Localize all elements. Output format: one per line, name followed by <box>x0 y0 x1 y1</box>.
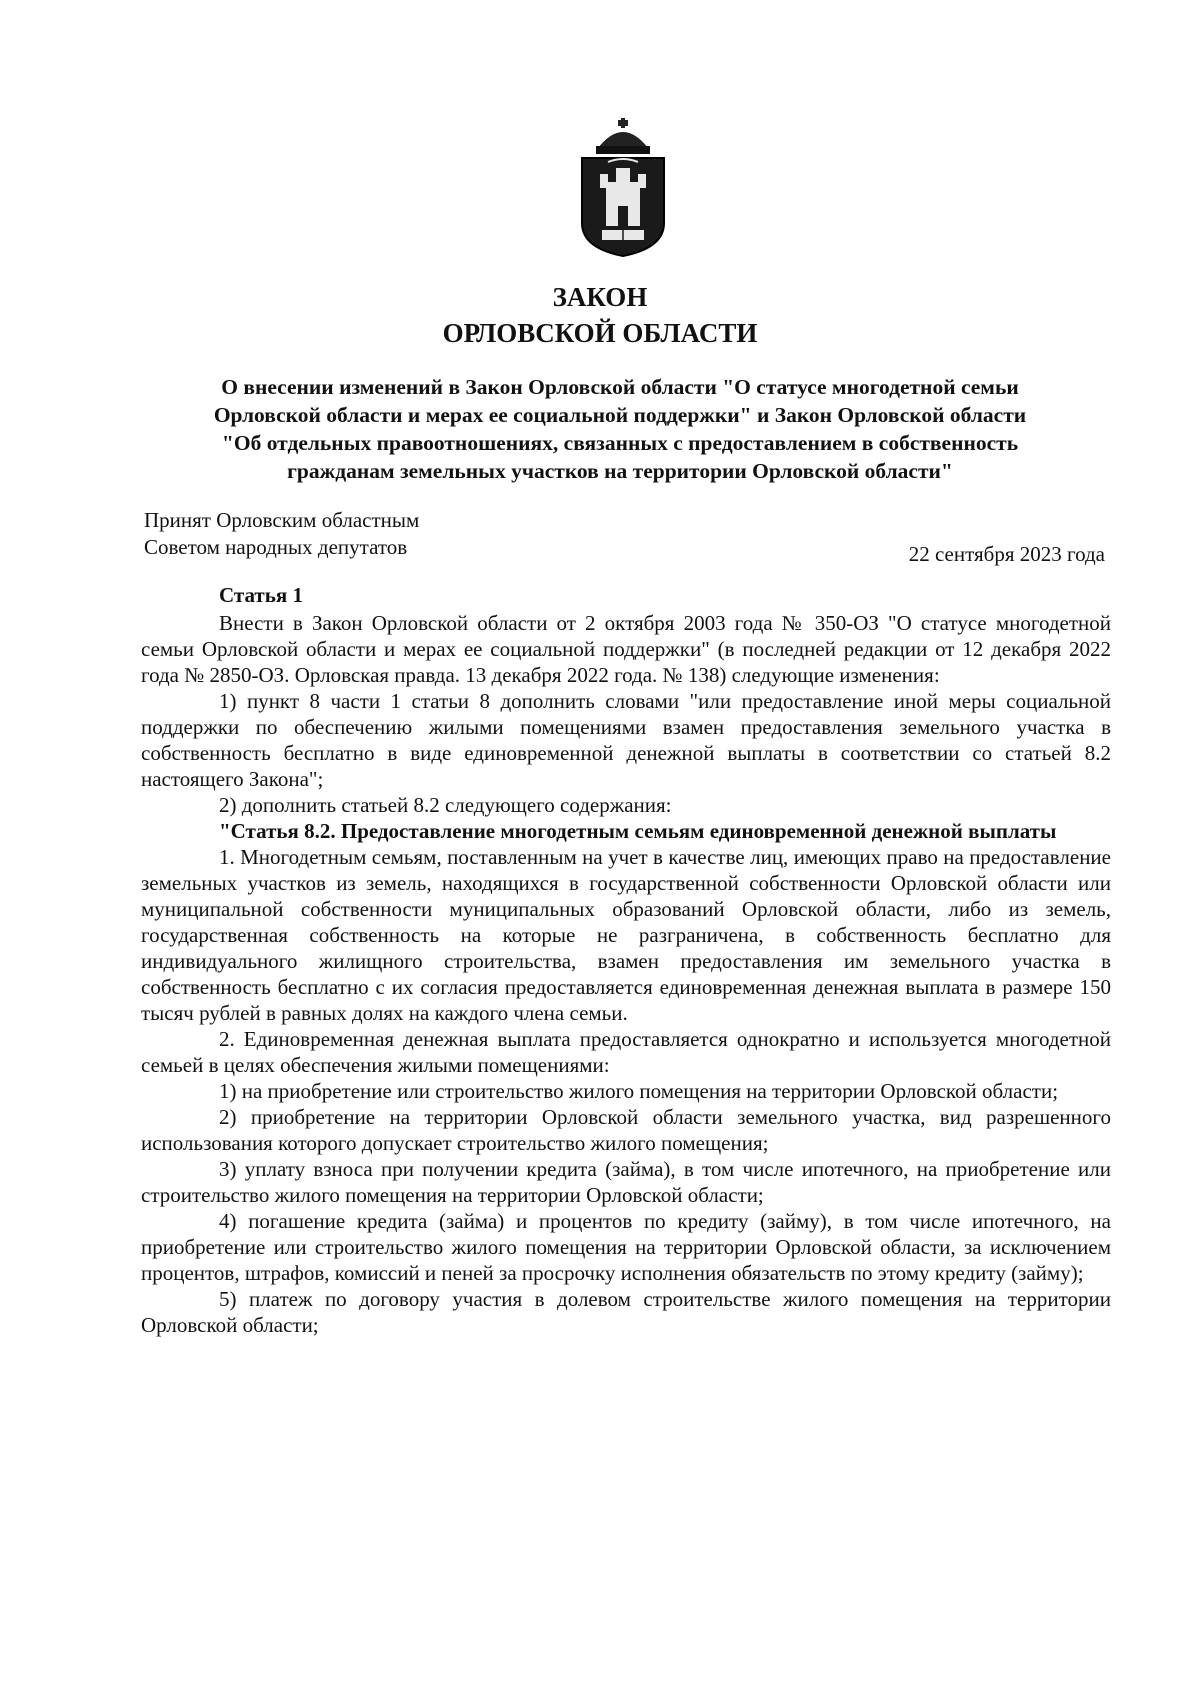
article-part: 2. Единовременная денежная выплата предоставляется однократно и используется многодетной семьей в целях обеспечения жилыми помещениями: <box>141 1027 1111 1077</box>
law-title-line1: ЗАКОН <box>552 282 648 312</box>
adoption-line2: Советом народных депутатов <box>144 535 408 559</box>
amendment-item: 1) пункт 8 части 1 статьи 8 дополнить словами "или предоставление иной меры социальной поддержки по обеспечению жилыми помещениями взамен предоставления земельного участка в собственность бесплатно в виде единовременной денежной выплаты в соответствии со статьей 8.2 настоящего Закона"; <box>141 689 1111 791</box>
list-item: 1) на приобретение или строительство жилого помещения на территории Орловской области; <box>219 1079 1059 1103</box>
subtitle-line: Орловской области и мерах ее социальной поддержки" и Закон Орловской области <box>213 403 1027 427</box>
law-title-line2: ОРЛОВСКОЙ ОБЛАСТИ <box>442 318 758 348</box>
list-item: 2) приобретение на территории Орловской области земельного участка, вид разрешенного использования которого допускает строительство жилого помещения; <box>141 1105 1111 1155</box>
article-heading: Статья 1 <box>219 583 303 607</box>
list-item: 4) погашение кредита (займа) и процентов по кредиту (займу), в том числе ипотечного, на приобретение или строительство жилого помещения на территории Орловской области, за исключением процентов, штрафов, комиссий и пеней за просрочку исполнения обязательств по этому кредиту (займу); <box>141 1209 1111 1285</box>
subtitle-line: О внесении изменений в Закон Орловской области "О статусе многодетной семьи <box>221 375 1019 399</box>
article-part: 1. Многодетным семьям, поставленным на учет в качестве лиц, имеющих право на предоставление земельных участков из земель, находящихся в государственной собственности Орловской области или муниципальной собственности муниципальных образований Орловской области, либо из земель, государственная собственность на которые не разграничена, в собственность бесплатно для индивидуального жилищного строительства, взамен предоставления им земельного участка в собственность бесплатно с их согласия предоставляется единовременная денежная выплата в размере 150 тысяч рублей в равных долях на каждого члена семьи. <box>141 845 1111 1025</box>
list-item: 3) уплату взноса при получении кредита (займа), в том числе ипотечного, на приобретение или строительство жилого помещения на территории Орловской области; <box>141 1157 1111 1207</box>
subtitle-line: "Об отдельных правоотношениях, связанных с предоставлением в собственность <box>221 431 1019 455</box>
law-subtitle <box>150 373 1090 485</box>
adoption-date: 22 сентября 2023 года <box>908 542 1105 566</box>
new-article-heading: "Статья 8.2. Предоставление многодетным семьям единовременной денежной выплаты <box>219 819 1057 843</box>
amendment-item: 2) дополнить статьей 8.2 следующего содержания: <box>219 793 672 817</box>
subtitle-line: гражданам земельных участков на территории Орловской области" <box>287 459 953 483</box>
article-body <box>141 582 1111 1338</box>
list-item: 5) платеж по договору участия в долевом строительстве жилого помещения на территории Орловской области; <box>141 1287 1111 1337</box>
adoption-line1: Принят Орловским областным <box>144 508 420 532</box>
adoption-block <box>144 507 419 561</box>
orel-oblast-coat-of-arms-icon <box>568 118 678 258</box>
article-intro: Внести в Закон Орловской области от 2 октября 2003 года № 350-ОЗ "О статусе многодетной семьи Орловской области и мерах ее социальной поддержки" (в последней редакции от 12 декабря 2022 года № 2850-ОЗ. Орловская правда. 13 декабря 2022 года. № 138) следующие изменения: <box>141 611 1111 687</box>
